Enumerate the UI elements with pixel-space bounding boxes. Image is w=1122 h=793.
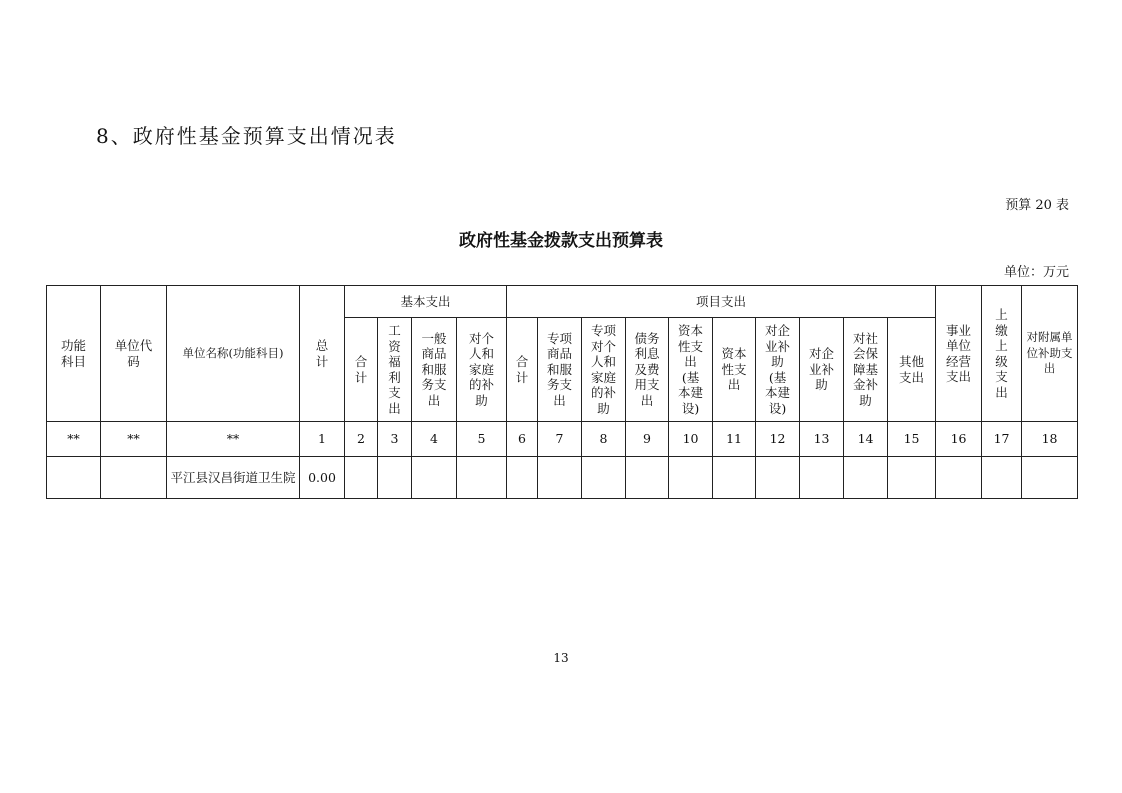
document-title: 政府性基金拨款支出预算表 <box>459 231 663 251</box>
page-number: 13 <box>553 651 569 665</box>
code-cell: 16 <box>936 422 982 457</box>
header-unit-name: 单位名称(功能科目) <box>167 286 300 422</box>
empty-cell <box>1022 457 1078 499</box>
header-project-debt-interest: 债务利息及费用支出 <box>626 318 669 422</box>
cell-func-subject <box>47 457 101 499</box>
empty-cell <box>936 457 982 499</box>
code-cell: 9 <box>626 422 669 457</box>
code-cell: 2 <box>345 422 378 457</box>
empty-cell <box>888 457 936 499</box>
header-project-goods-services: 专项商品和服务支出 <box>538 318 582 422</box>
code-cell: 10 <box>669 422 713 457</box>
code-cell: 12 <box>756 422 800 457</box>
code-cell: 4 <box>412 422 457 457</box>
header-upper-expenditure: 上缴上级支出 <box>982 286 1022 422</box>
header-project-enterprise-subsidy: 对企业补助 <box>800 318 844 422</box>
header-func-subject: 功能科目 <box>47 286 101 422</box>
header-basic-household-subsidy: 对个人和家庭的补助 <box>457 318 507 422</box>
code-cell: 13 <box>800 422 844 457</box>
empty-cell <box>345 457 378 499</box>
empty-cell <box>626 457 669 499</box>
section-title: 8、政府性基金预算支出情况表 <box>96 124 397 148</box>
empty-cell <box>669 457 713 499</box>
empty-cell <box>457 457 507 499</box>
code-cell: 5 <box>457 422 507 457</box>
empty-cell <box>378 457 412 499</box>
table-number: 预算 20 表 <box>1005 198 1069 213</box>
empty-cell <box>844 457 888 499</box>
unit-label: 单位：万元 <box>1003 265 1069 280</box>
empty-cell <box>412 457 457 499</box>
header-basic-expenditure: 基本支出 <box>345 286 507 318</box>
empty-cell <box>507 457 538 499</box>
code-cell: 1 <box>300 422 345 457</box>
code-cell: ** <box>167 422 300 457</box>
header-project-social-security: 对社会保障基金补助 <box>844 318 888 422</box>
code-cell: 7 <box>538 422 582 457</box>
header-business-expenditure: 事业单位经营支出 <box>936 286 982 422</box>
header-project-capital-construction: 资本性支出(基本建设) <box>669 318 713 422</box>
header-project-enterprise-construction: 对企业补助(基本建设) <box>756 318 800 422</box>
header-project-total: 合计 <box>507 318 538 422</box>
code-cell: 11 <box>713 422 756 457</box>
header-basic-total: 合计 <box>345 318 378 422</box>
header-basic-salary: 工资福利支出 <box>378 318 412 422</box>
header-affiliated-subsidy: 对附属单位补助支出 <box>1022 286 1078 422</box>
empty-cell <box>756 457 800 499</box>
empty-cell <box>982 457 1022 499</box>
header-project-capital: 资本性支出 <box>713 318 756 422</box>
cell-unit-code <box>101 457 167 499</box>
empty-cell <box>538 457 582 499</box>
empty-cell <box>582 457 626 499</box>
header-total: 总计 <box>300 286 345 422</box>
header-basic-goods-services: 一般商品和服务支出 <box>412 318 457 422</box>
code-cell: ** <box>101 422 167 457</box>
code-cell: 6 <box>507 422 538 457</box>
code-cell: ** <box>47 422 101 457</box>
empty-cell <box>713 457 756 499</box>
empty-cell <box>800 457 844 499</box>
header-project-expenditure: 项目支出 <box>507 286 936 318</box>
header-project-other: 其他支出 <box>888 318 936 422</box>
code-cell: 15 <box>888 422 936 457</box>
code-cell: 8 <box>582 422 626 457</box>
code-cell: 18 <box>1022 422 1078 457</box>
cell-unit-name: 平江县汉昌街道卫生院 <box>167 457 300 499</box>
budget-table <box>46 285 1078 499</box>
header-unit-code: 单位代码 <box>101 286 167 422</box>
header-project-household-subsidy: 专项对个人和家庭的补助 <box>582 318 626 422</box>
code-cell: 14 <box>844 422 888 457</box>
code-cell: 17 <box>982 422 1022 457</box>
cell-total: 0.00 <box>300 457 345 499</box>
code-cell: 3 <box>378 422 412 457</box>
table-row <box>47 457 1078 499</box>
